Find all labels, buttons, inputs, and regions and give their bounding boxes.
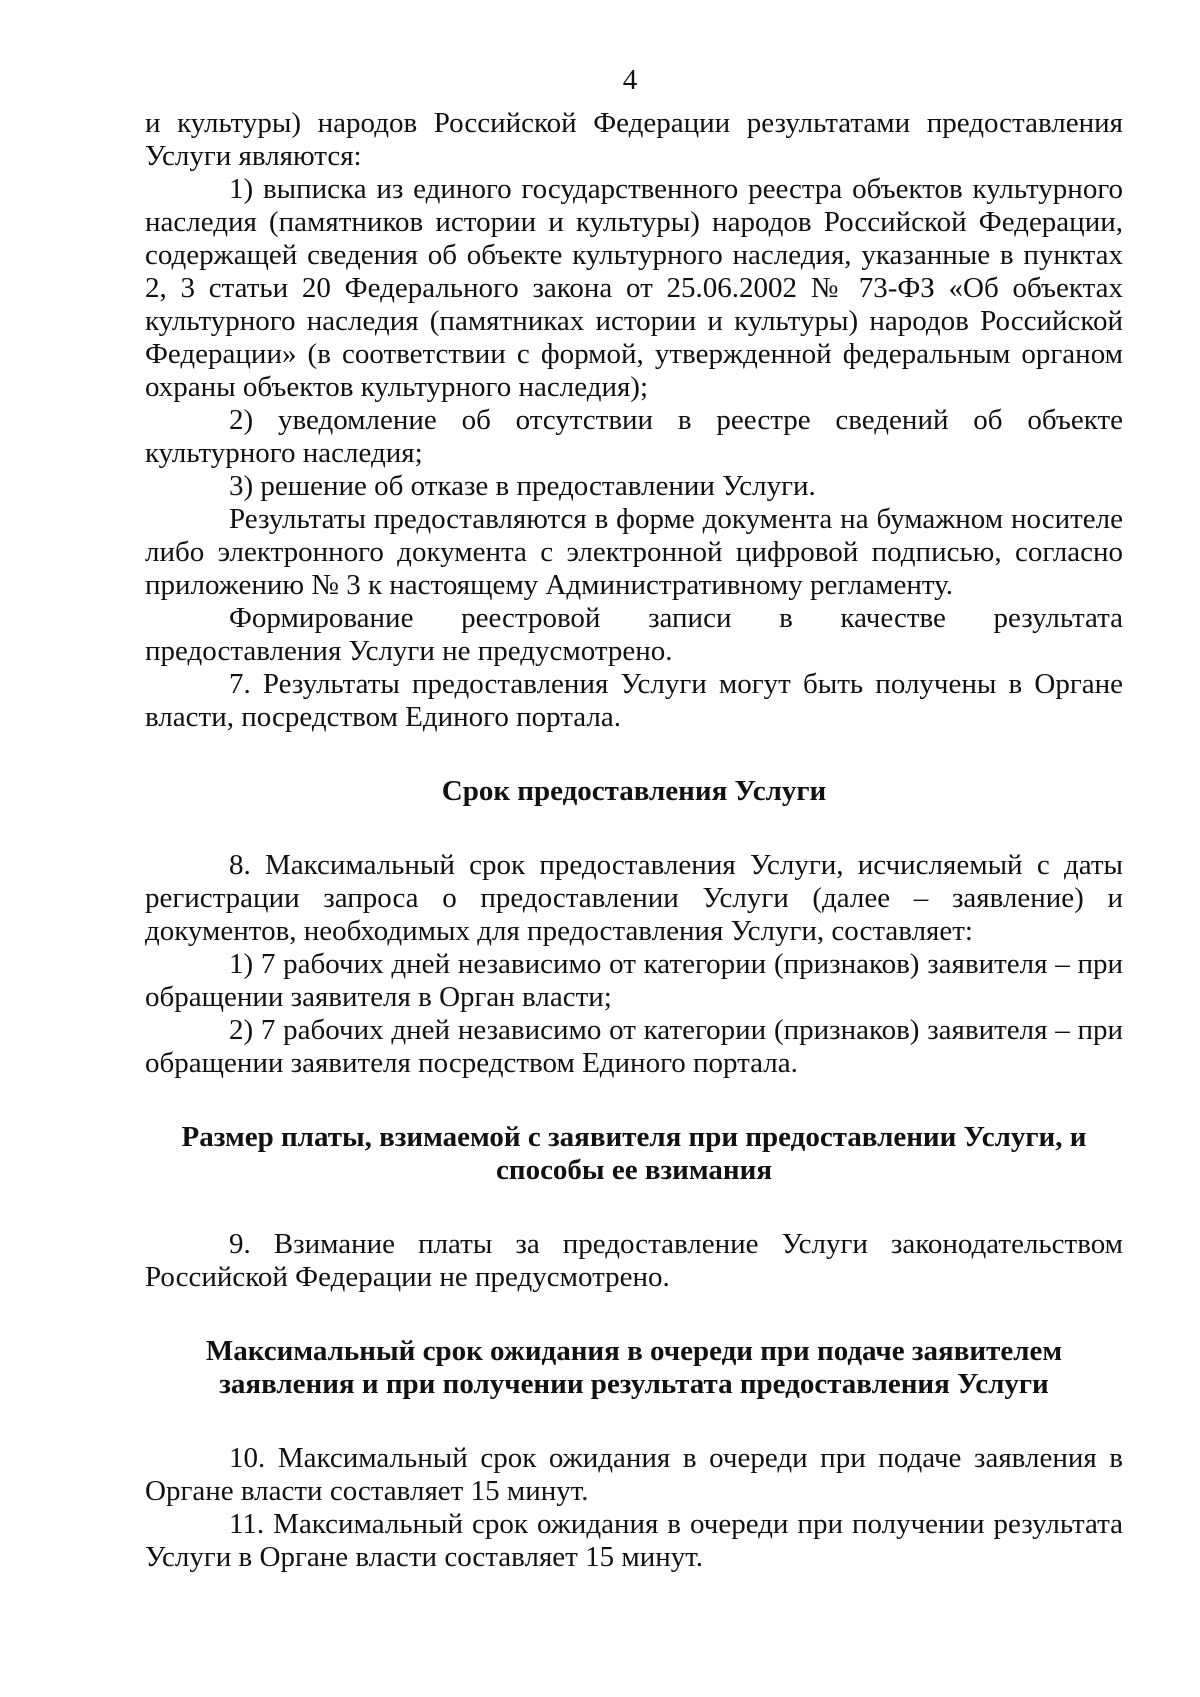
paragraph-item-10: 10. Максимальный срок ожидания в очереди при подаче заявления в Органе власти составляет 15 минут. (145, 1442, 1123, 1507)
document-body (145, 107, 1123, 1574)
paragraph-result-2: 2) уведомление об отсутствии в реестре сведений об объекте культурного наследия; (145, 404, 1123, 469)
heading-queue-line-2: заявления и при получении результата предоставления Услуги (219, 1368, 1049, 1400)
heading-fee (145, 1121, 1123, 1187)
heading-fee-line-2: способы ее взимания (495, 1154, 773, 1186)
paragraph-item-11: 11. Максимальный срок ожидания в очереди при получении результата Услуги в Органе власти составляет 15 минут. (145, 1508, 1123, 1573)
paragraph-result-1: 1) выписка из единого государственного реестра объектов культурного наследия (памятников истории и культуры) народов Российской Федерации, содержащей сведения об объекте культурного наследия, указанные в пунктах 2, 3 статьи 20 Федерального закона от 25.06.2002 № 73-ФЗ «Об объектах культурного наследия (памятниках истории и культуры) народов Российской Федерации» (в соответствии с формой, утвержденной федеральным органом охраны объектов культурного наследия); (145, 173, 1123, 403)
heading-queue-time (145, 1335, 1123, 1401)
paragraph-results-form: Результаты предоставляются в форме документа на бумажном носителе либо электронного документа с электронной цифровой подписью, согласно приложению № 3 к настоящему Административному регламенту. (145, 503, 1123, 601)
paragraph-result-3: 3) решение об отказе в предоставлении Услуги. (229, 470, 816, 502)
paragraph-item-7: 7. Результаты предоставления Услуги могут быть получены в Органе власти, посредством Единого портала. (145, 668, 1123, 733)
paragraph-item-8-1: 1) 7 рабочих дней независимо от категории (признаков) заявителя – при обращении заявителя в Орган власти; (145, 948, 1123, 1013)
heading-queue-line-1: Максимальный срок ожидания в очереди при подаче заявителем (205, 1335, 1063, 1367)
paragraph-item-9: 9. Взимание платы за предоставление Услуги законодательством Российской Федерации не предусмотрено. (145, 1228, 1123, 1293)
heading-fee-line-1: Размер платы, взимаемой с заявителя при предоставлении Услуги, и (181, 1121, 1087, 1153)
page-number: 4 (622, 64, 638, 96)
paragraph-results-intro: и культуры) народов Российской Федерации результатами предоставления Услуги являются: (145, 107, 1123, 172)
heading-service-term: Срок предоставления Услуги (441, 775, 827, 807)
paragraph-registry-record: Формирование реестровой записи в качестве результата предоставления Услуги не предусмотрено. (145, 602, 1123, 667)
paragraph-item-8-2: 2) 7 рабочих дней независимо от категории (признаков) заявителя – при обращении заявителя посредством Единого портала. (145, 1014, 1123, 1079)
paragraph-item-8: 8. Максимальный срок предоставления Услуги, исчисляемый с даты регистрации запроса о предоставлении Услуги (далее – заявление) и документов, необходимых для предоставления Услуги, составляет: (145, 849, 1123, 947)
